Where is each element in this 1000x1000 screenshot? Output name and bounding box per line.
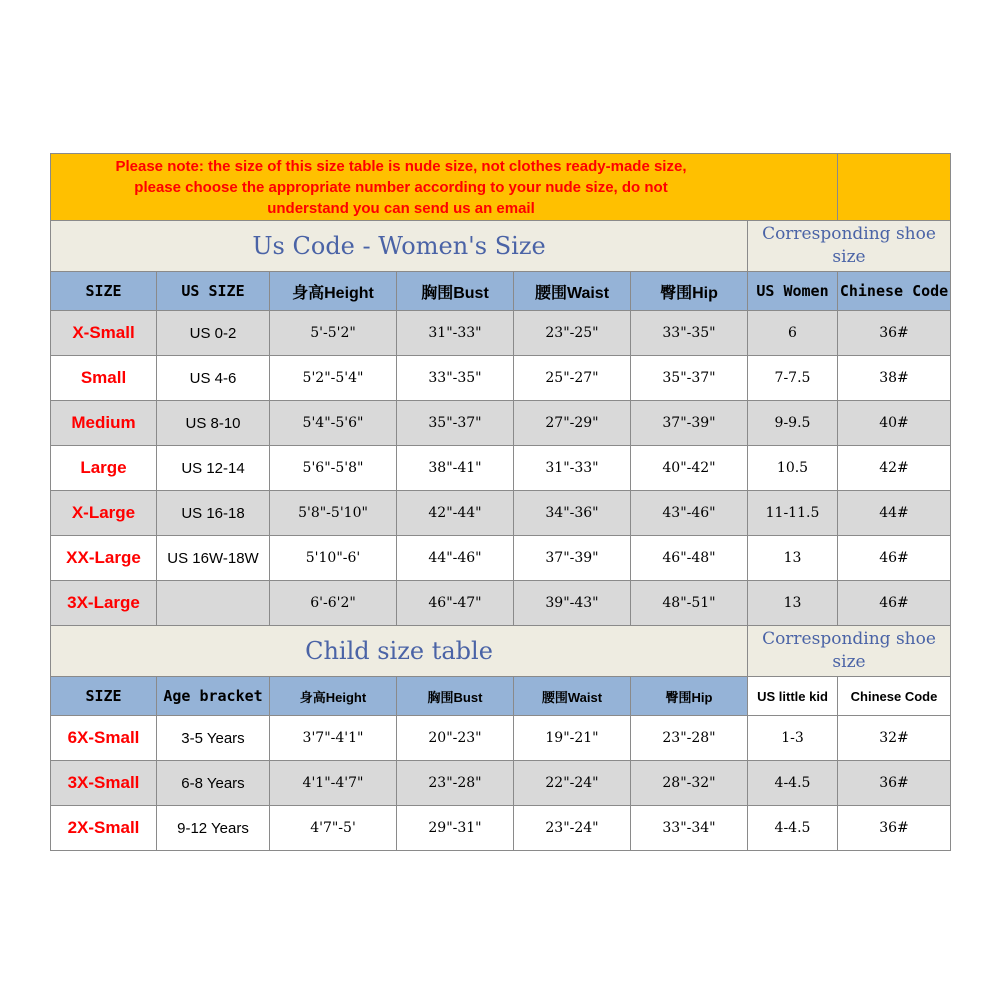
child-cell-hip: 23"-28"	[631, 716, 748, 761]
women-cell-hip: 40"-42"	[631, 446, 748, 491]
women-cell-bust: 31"-33"	[397, 311, 514, 356]
child-col-height: 身高Height	[270, 677, 397, 716]
child-cell-shoe-us: 1-3	[748, 716, 838, 761]
women-cell-shoe-us: 13	[748, 581, 838, 626]
women-col-bust: 胸围Bust	[397, 272, 514, 311]
table-row	[51, 446, 951, 491]
women-cell-height: 5'4"-5'6"	[270, 401, 397, 446]
women-col-us-women: US Women	[748, 272, 838, 311]
women-cell-shoe-cn: 46#	[838, 581, 951, 626]
table-row	[51, 761, 951, 806]
size-chart-table	[50, 153, 951, 851]
women-cell-shoe-us: 6	[748, 311, 838, 356]
women-cell-height: 5'-5'2"	[270, 311, 397, 356]
women-cell-waist: 23"-25"	[514, 311, 631, 356]
women-cell-size: X-Small	[51, 311, 157, 356]
women-cell-hip: 37"-39"	[631, 401, 748, 446]
child-col-bust: 胸围Bust	[397, 677, 514, 716]
women-cell-us-size: US 12-14	[157, 446, 270, 491]
women-col-chinese-code: Chinese Code	[838, 272, 951, 311]
child-col-chinese-code: Chinese Code	[838, 677, 951, 716]
child-cell-hip: 33"-34"	[631, 806, 748, 851]
women-cell-height: 5'10"-6'	[270, 536, 397, 581]
women-cell-hip: 48"-51"	[631, 581, 748, 626]
child-col-us-little-kid: US little kid	[748, 677, 838, 716]
child-cell-us-size: 6-8 Years	[157, 761, 270, 806]
table-row	[51, 311, 951, 356]
child-cell-waist: 23"-24"	[514, 806, 631, 851]
child-cell-shoe-cn: 36#	[838, 761, 951, 806]
women-cell-us-size: US 16W-18W	[157, 536, 270, 581]
women-cell-us-size: US 8-10	[157, 401, 270, 446]
women-cell-hip: 43"-46"	[631, 491, 748, 536]
note-line-1: Please note: the size of this size table is nude size, not clothes ready-made size,	[115, 157, 687, 175]
women-cell-height: 5'8"-5'10"	[270, 491, 397, 536]
child-cell-bust: 20"-23"	[397, 716, 514, 761]
child-title-row	[51, 626, 951, 677]
table-row	[51, 581, 951, 626]
child-cell-shoe-us: 4-4.5	[748, 806, 838, 851]
table-row	[51, 806, 951, 851]
women-cell-size: XX-Large	[51, 536, 157, 581]
table-row	[51, 401, 951, 446]
women-cell-bust: 33"-35"	[397, 356, 514, 401]
women-cell-shoe-us: 11-11.5	[748, 491, 838, 536]
women-cell-waist: 31"-33"	[514, 446, 631, 491]
women-cell-height: 5'6"-5'8"	[270, 446, 397, 491]
women-cell-size: Medium	[51, 401, 157, 446]
women-cell-bust: 42"-44"	[397, 491, 514, 536]
child-cell-size: 3X-Small	[51, 761, 157, 806]
women-title-row	[51, 221, 951, 272]
women-cell-shoe-cn: 42#	[838, 446, 951, 491]
women-cell-waist: 27"-29"	[514, 401, 631, 446]
child-cell-height: 4'7"-5'	[270, 806, 397, 851]
women-col-waist: 腰围Waist	[514, 272, 631, 311]
women-cell-waist: 39"-43"	[514, 581, 631, 626]
women-cell-height: 6'-6'2"	[270, 581, 397, 626]
women-cell-waist: 37"-39"	[514, 536, 631, 581]
table-row	[51, 716, 951, 761]
women-col-height: 身高Height	[270, 272, 397, 311]
child-cell-size: 6X-Small	[51, 716, 157, 761]
women-cell-shoe-cn: 46#	[838, 536, 951, 581]
note-line-2: please choose the appropriate number according to your nude size, do not	[134, 178, 668, 196]
child-cell-bust: 23"-28"	[397, 761, 514, 806]
child-cell-waist: 19"-21"	[514, 716, 631, 761]
women-cell-shoe-us: 9-9.5	[748, 401, 838, 446]
women-cell-us-size: US 16-18	[157, 491, 270, 536]
women-cell-bust: 44"-46"	[397, 536, 514, 581]
women-cell-shoe-cn: 40#	[838, 401, 951, 446]
table-row	[51, 491, 951, 536]
women-cell-us-size: US 0-2	[157, 311, 270, 356]
child-col-waist: 腰围Waist	[514, 677, 631, 716]
child-cell-shoe-us: 4-4.5	[748, 761, 838, 806]
women-cell-us-size: US 4-6	[157, 356, 270, 401]
child-cell-height: 3'7"-4'1"	[270, 716, 397, 761]
women-cell-shoe-us: 13	[748, 536, 838, 581]
child-cell-shoe-cn: 36#	[838, 806, 951, 851]
women-cell-size: Large	[51, 446, 157, 491]
note-filler-cell	[838, 154, 951, 221]
women-cell-shoe-us: 7-7.5	[748, 356, 838, 401]
women-shoe-size-title: Corresponding shoe size	[748, 221, 951, 272]
note-line-3: understand you can send us an email	[267, 199, 535, 217]
child-col-size: SIZE	[51, 677, 157, 716]
child-shoe-size-title: Corresponding shoe size	[748, 626, 951, 677]
women-col-us-size: US SIZE	[157, 272, 270, 311]
child-cell-shoe-cn: 32#	[838, 716, 951, 761]
table-row	[51, 536, 951, 581]
women-cell-height: 5'2"-5'4"	[270, 356, 397, 401]
women-cell-shoe-cn: 36#	[838, 311, 951, 356]
women-cell-hip: 35"-37"	[631, 356, 748, 401]
women-col-size: SIZE	[51, 272, 157, 311]
size-note	[51, 154, 838, 221]
women-header-row	[51, 272, 951, 311]
women-col-hip: 臀围Hip	[631, 272, 748, 311]
child-cell-us-size: 3-5 Years	[157, 716, 270, 761]
women-cell-shoe-cn: 38#	[838, 356, 951, 401]
women-section-title: Us Code - Women's Size	[51, 221, 748, 272]
child-cell-hip: 28"-32"	[631, 761, 748, 806]
child-cell-height: 4'1"-4'7"	[270, 761, 397, 806]
women-cell-hip: 33"-35"	[631, 311, 748, 356]
women-cell-bust: 46"-47"	[397, 581, 514, 626]
women-cell-size: 3X-Large	[51, 581, 157, 626]
women-cell-size: Small	[51, 356, 157, 401]
child-cell-waist: 22"-24"	[514, 761, 631, 806]
women-cell-hip: 46"-48"	[631, 536, 748, 581]
table-row	[51, 356, 951, 401]
child-section-title: Child size table	[51, 626, 748, 677]
women-cell-bust: 35"-37"	[397, 401, 514, 446]
child-col-age-bracket: Age bracket	[157, 677, 270, 716]
women-cell-shoe-us: 10.5	[748, 446, 838, 491]
child-cell-bust: 29"-31"	[397, 806, 514, 851]
child-header-row	[51, 677, 951, 716]
women-cell-shoe-cn: 44#	[838, 491, 951, 536]
child-cell-size: 2X-Small	[51, 806, 157, 851]
women-cell-size: X-Large	[51, 491, 157, 536]
women-cell-us-size	[157, 581, 270, 626]
women-cell-bust: 38"-41"	[397, 446, 514, 491]
note-row	[51, 154, 951, 221]
child-col-hip: 臀围Hip	[631, 677, 748, 716]
women-cell-waist: 25"-27"	[514, 356, 631, 401]
women-cell-waist: 34"-36"	[514, 491, 631, 536]
child-cell-us-size: 9-12 Years	[157, 806, 270, 851]
